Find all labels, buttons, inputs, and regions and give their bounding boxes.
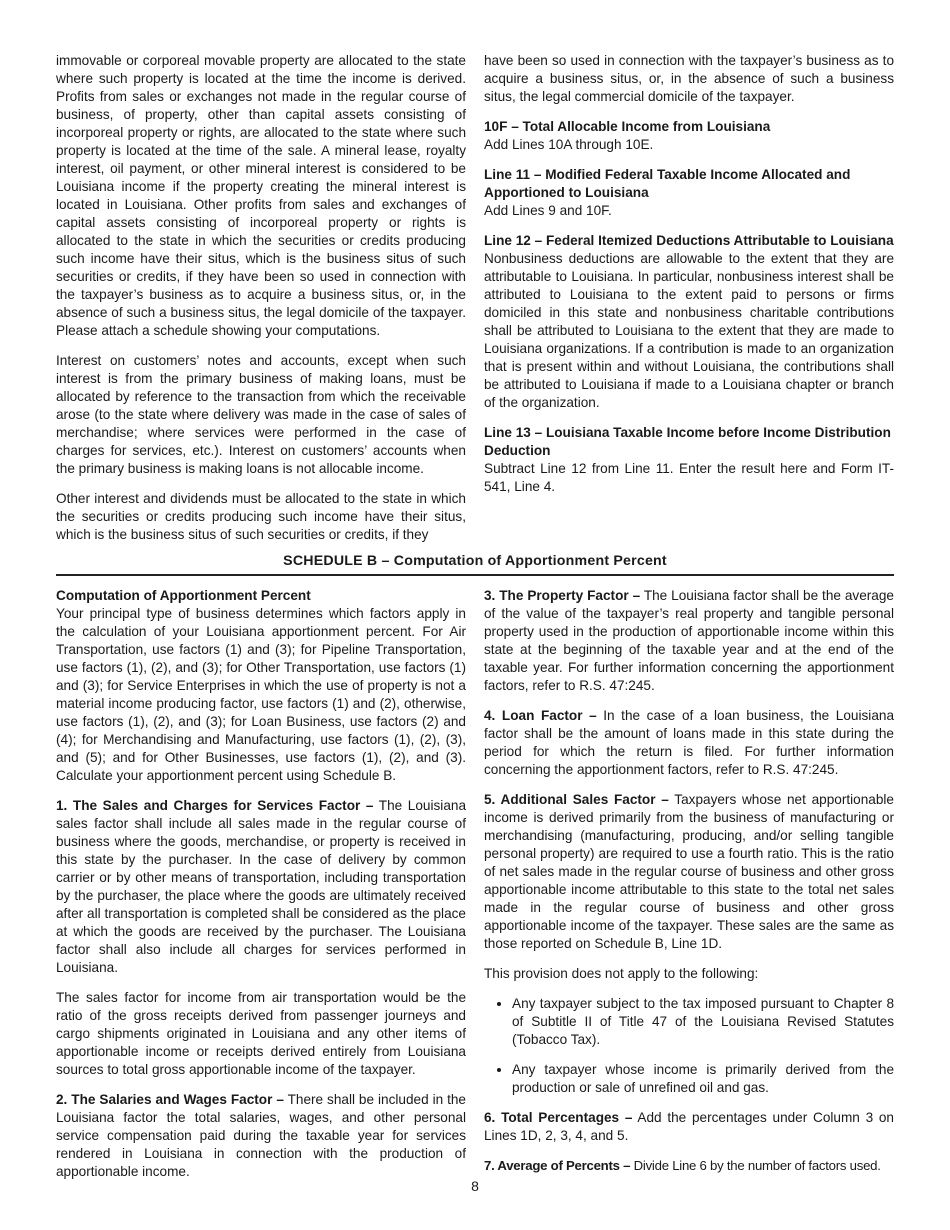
page-number: 8 (471, 1178, 479, 1194)
heading-additional-sales-factor: 5. Additional Sales Factor – (484, 792, 669, 807)
text-average-percents: Divide Line 6 by the number of factors used. (630, 1158, 881, 1173)
heading-salaries-factor: 2. The Salaries and Wages Factor – (56, 1092, 284, 1107)
top-left-column (56, 52, 466, 544)
text-line-12: Nonbusiness deductions are allowable to the extent that they are attributable to Louisiana. In particular, nonbusiness interest shall be attributed to Louisiana to the extent paid to persons or firms domiciled in this state and nonbusiness charitable contributions shall be attributed to Louisiana to the extent that they are made to Louisiana organizations. If a contribution is made to an organization that is present within and without Louisiana, the contributions shall be attributed to Louisiana if made to a Louisiana chapter or branch of the organization. (484, 251, 894, 410)
top-right-column (484, 52, 894, 496)
section-computation (56, 587, 466, 785)
heading-average-percents: 7. Average of Percents – (484, 1158, 631, 1173)
paragraph-other-interest: Other interest and dividends must be allocated to the state in which the securities or credits producing such income have their situs, which is the business situs of such securities or credits, if they (56, 491, 466, 542)
text-total-percentages: Add the percentages under Column 3 on Lines 1D, 2, 3, 4, and 5. (484, 1110, 894, 1143)
section-line-10f (484, 118, 894, 154)
paragraph-sales-factor (56, 797, 466, 977)
bottom-left-column (56, 587, 466, 1181)
section-line-12 (484, 232, 894, 412)
text-line-10f: Add Lines 10A through 10E. (484, 137, 654, 152)
text-property-factor: The Louisiana factor shall be the average of the value of the taxpayer’s real property and tangible personal property used in the production of apportionable income within this state at the beginning of the taxable year and at the end of the taxable year. For further information concerning the apportionment factors, refer to R.S. 47:245. (484, 588, 894, 693)
section-line-13 (484, 424, 894, 496)
text-salaries-factor: There shall be included in the Louisiana factor the total salaries, wages, and other personal service compensation paid during the taxable year for services rendered in Louisiana in connection with the production of apportionable income. (56, 1092, 466, 1179)
heading-loan-factor: 4. Loan Factor – (484, 708, 597, 723)
text-loan-factor: In the case of a loan business, the Louisiana factor shall be the amount of loans made in this state during the period for which the return is filed. For further information concerning the apportionment factors, refer to R.S. 47:245. (484, 708, 894, 777)
exemption-list (484, 995, 894, 1097)
text-additional-sales-factor: Taxpayers whose net apportionable income is derived primarily from the business of manufacturing or merchandising (manufacturing, producing, and/or selling tangible personal property) are required to use a fourth ratio. This is the ratio of net sales made in the regular course of business and other gross apportionable income attributable to this state to the total net sales made in the regular course of business and other gross apportionable income of the taxpayer. These sales are the same as those reported on Schedule B, Line 1D. (484, 792, 894, 951)
heading-total-percentages: 6. Total Percentages – (484, 1110, 633, 1125)
heading-computation: Computation of Apportionment Percent (56, 588, 311, 603)
list-item: • Any taxpayer subject to the tax imposed pursuant to Chapter 8 of Subtitle II of Title 47 of the Louisiana Revised Statutes (Tobacco Tax). (512, 995, 894, 1049)
text-sales-factor: The Louisiana sales factor shall include all sales made in the regular course of business where the goods, merchandise, or property is received in this state by the purchaser. In the case of delivery by common carrier or by other means of transportation, including transportation by the purchaser, the place where the goods are ultimately received after all transportation is completed shall be considered as the place at which the goods are received by the purchaser. The Louisiana factor shall also include all charges for services performed in Louisiana. (56, 798, 467, 975)
heading-line-10f: 10F – Total Allocable Income from Louisiana (484, 119, 771, 134)
paragraph-interest-customers: Interest on customers’ notes and accounts, except when such interest is from the primary business of making loans, must be allocated by reference to the transaction from which the receivable arose (to the state where delivery was made in the case of sales of merchandise; where services were performed in the case of charges for services, etc.). Interest on customers’ accounts when the primary business is making loans is not allocable income. (56, 353, 466, 476)
section-line-11 (484, 166, 894, 220)
text-computation: Your principal type of business determines which factors apply in the calculation of your Louisiana apportionment percent. For Air Transportation, use factors (1) and (3); for Pipeline Transportation, use factors (1), (2), and (3); for Other Transportation, use factors (1) and (3); for Service Enterprises in which the use of property is not a material income producing factor, use factors (1) and (2), otherwise, use factors (1), (2), and (3); for Loan Business, use factors (2) and (4); for Merchandising and Manufacturing, use factors (1), (2), (3), and (5); and for Other Businesses, use factors (1), (2), and (3). Calculate your apportionment percent using Schedule B. (56, 606, 466, 783)
paragraph-property-allocation: immovable or corporeal movable property are allocated to the state where such property is located at the time the income is derived. Profits from sales or exchanges not made in the regular course of business, of property, other than capital assets consisting of incorporeal property or rights, are allocated to the state where such property is located at the time of the sale. A mineral lease, royalty interest, oil payment, or other mineral interest is considered to be Louisiana income if the property creating the mineral interest is located in Louisiana. Other profits from sales and exchanges of capital assets consisting of incorporeal property or rights is allocated to the state in which the securities or credits producing such income have their situs, which is the business situs of such securities or credits, if they have been so used in connection with the taxpayer’s business as to acquire a business situs, or, in the absence of such a business situs, the legal domicile of the taxpayer. Please attach a schedule showing your computations. (56, 53, 466, 338)
heading-property-factor: 3. The Property Factor – (484, 588, 641, 603)
paragraph-average-percents (484, 1157, 894, 1175)
paragraph-property-factor (484, 587, 894, 695)
paragraph-total-percentages (484, 1109, 894, 1145)
list-item: • Any taxpayer whose income is primarily derived from the production or sale of unrefined oil and gas. (512, 1061, 894, 1097)
text-line-11: Add Lines 9 and 10F. (484, 203, 612, 218)
heading-line-12: Line 12 – Federal Itemized Deductions Attributable to Louisiana (484, 233, 894, 248)
paragraph-provision: This provision does not apply to the following: (484, 966, 759, 981)
heading-line-13: Line 13 – Louisiana Taxable Income before Income Distribution Deduction (484, 425, 891, 458)
paragraph-continued: have been so used in connection with the taxpayer’s business as to acquire a business situs, or, in the absence of such a business situs, the legal commercial domicile of the taxpayer. (484, 53, 894, 104)
paragraph-air-transportation: The sales factor for income from air transportation would be the ratio of the gross receipts derived from passenger journeys and cargo shipments originated in Louisiana and any other items of apportionable income or receipts derived entirely from Louisiana sources to total gross apportionable income of the taxpayer. (56, 990, 466, 1077)
paragraph-loan-factor (484, 707, 894, 779)
heading-line-11: Line 11 – Modified Federal Taxable Income Allocated and Apportioned to Louisiana (484, 167, 851, 200)
heading-sales-factor: 1. The Sales and Charges for Services Factor – (56, 798, 374, 813)
schedule-b-title: SCHEDULE B – Computation of Apportionment Percent (283, 553, 667, 569)
text-line-13: Subtract Line 12 from Line 11. Enter the result here and Form IT-541, Line 4. (484, 461, 894, 494)
paragraph-salaries-factor (56, 1091, 466, 1181)
paragraph-additional-sales-factor (484, 791, 894, 953)
schedule-b-header (56, 552, 894, 576)
bottom-right-column (484, 587, 894, 1175)
